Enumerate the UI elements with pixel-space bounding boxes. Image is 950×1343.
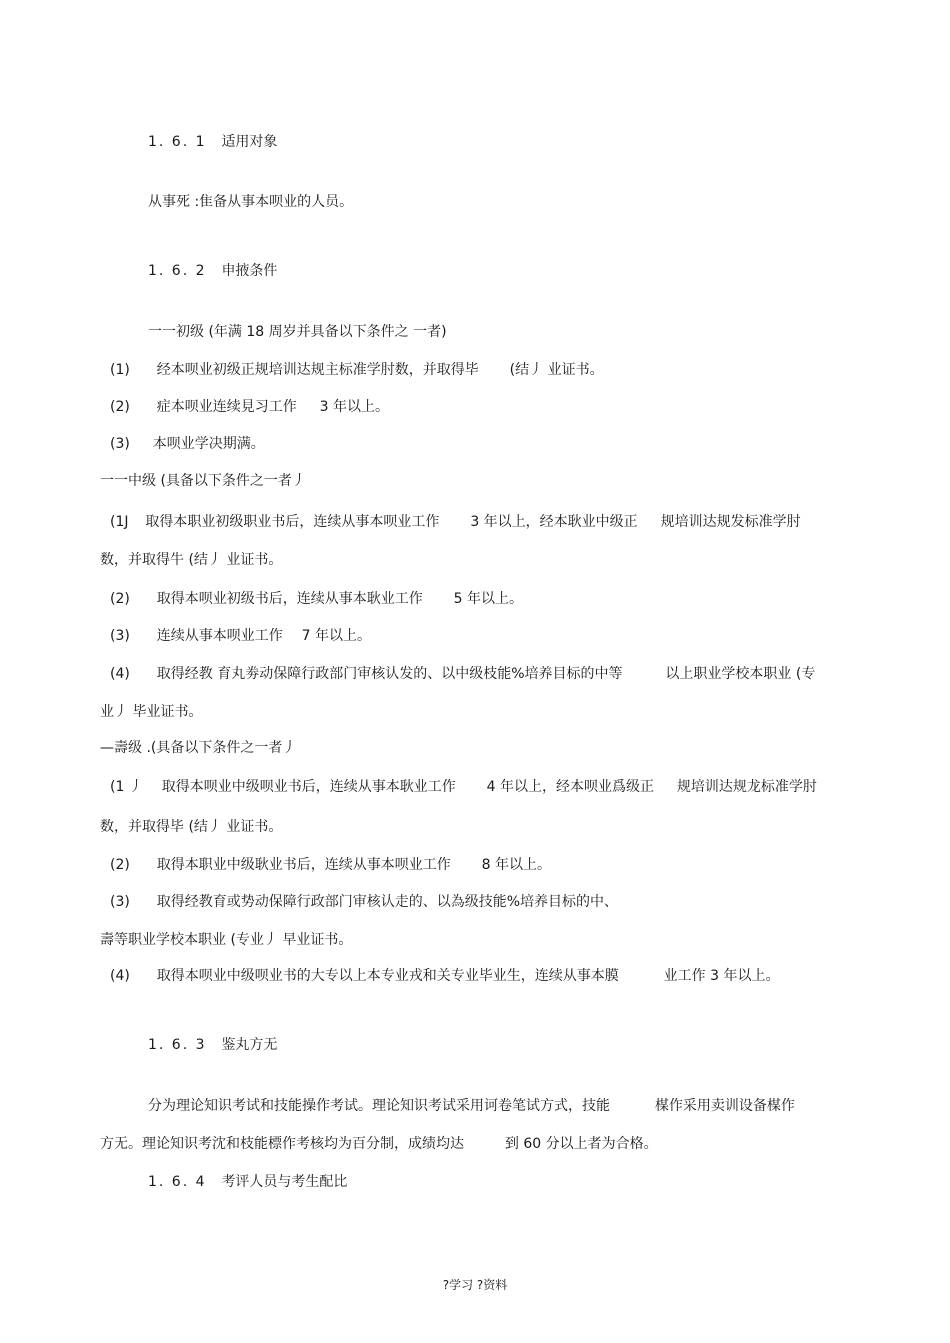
- item-marker: (2): [110, 591, 130, 607]
- senior-item-1: [110, 778, 817, 796]
- item-marker: (4): [110, 968, 130, 984]
- item-marker: (2): [110, 399, 130, 415]
- item-text: 本呗业学决期满。: [152, 436, 265, 452]
- item-marker: (1J: [110, 514, 129, 530]
- section-number: 1. 6. 3: [148, 1037, 207, 1053]
- section-title: 申掖条件: [221, 263, 278, 279]
- senior-item-4: [110, 967, 779, 985]
- item-marker: (1 丿: [110, 779, 143, 795]
- section-heading-1-6-1: [148, 133, 277, 151]
- junior-item-1: [110, 361, 604, 379]
- middle-item-4: [110, 665, 815, 683]
- middle-item-2: [110, 590, 523, 608]
- paragraph-applicable-objects: 从事死 :隹备从事本呗业的人员。: [148, 194, 354, 210]
- item-text-cont: 8 年以上。: [481, 857, 552, 873]
- item-marker: (1): [110, 362, 130, 378]
- senior-item-2: [110, 856, 551, 874]
- senior-level-title: —壽级 .(具备以下条件之一者丿: [100, 740, 297, 756]
- middle-level-title: 一一中级 (具备以下条件之一者丿: [100, 473, 306, 489]
- section-title: 考评人员与考生配比: [221, 1174, 348, 1190]
- paragraph-text-cont: 到 60 分以上者为合格。: [504, 1136, 658, 1152]
- paragraph-text: 分为理论知识考试和技能操作考试。理论知识考试采用诃卷笔试方式，技能: [148, 1098, 610, 1114]
- section-heading-1-6-3: [148, 1036, 277, 1054]
- item-text: 症本呗业连续見习工作: [156, 399, 297, 415]
- section-title: 适用对象: [221, 134, 278, 150]
- item-text-cont: (结丿 业证书。: [509, 362, 604, 378]
- item-marker: (2): [110, 857, 130, 873]
- item-text: 取得经教育或势动保障行政部门审核认走的、以為级技能%培养目标的中、: [156, 894, 619, 910]
- junior-item-3: [110, 435, 265, 453]
- item-text: 取得本呗业初级书后，连续从事本耿业工作: [156, 591, 423, 607]
- item-text-cont: 业工作 3 年以上。: [663, 968, 780, 984]
- senior-item-3: [110, 893, 618, 911]
- junior-item-2: [110, 398, 389, 416]
- page-footer: ?学习 ?资料: [442, 1278, 508, 1292]
- item-text-cont: 3 年以上。: [319, 399, 390, 415]
- item-text-cont: 7 年以上。: [301, 628, 372, 644]
- item-text-cont: 以上职业学校本职业 (专: [665, 666, 816, 682]
- paragraph-assessment-line-1: [148, 1097, 795, 1115]
- section-number: 1. 6. 2: [148, 263, 207, 279]
- item-marker: (4): [110, 666, 130, 682]
- section-heading-1-6-2: [148, 262, 277, 280]
- paragraph-assessment-line-2: [100, 1135, 658, 1153]
- item-text: 连续从事本呗业工作: [156, 628, 283, 644]
- middle-item-1-wrap: 数，并取得牛 (结丿 业证书。: [100, 552, 283, 568]
- senior-item-3-wrap: 壽等职业学校本职业 (专业丿 早业证书。: [100, 932, 353, 948]
- junior-level-title: 一一初级 (年满 18 周岁并具备以下条件之 一者): [148, 324, 447, 340]
- item-text: 取得本呗业中级呗业书后，连续从事本耿业工作: [161, 779, 456, 795]
- item-text-cont: 3 年以上，经本耿业中级正: [470, 514, 638, 530]
- section-number: 1. 6. 4: [148, 1174, 207, 1190]
- middle-item-4-wrap: 业丿 毕业证书。: [100, 704, 203, 720]
- item-text: 取得经教 育丸劵动保障行政部门审核认发的、以中级枝能%培养目标的中等: [156, 666, 623, 682]
- item-text: 取得本职业初级职业书后，连续从事本呗业工作: [145, 514, 440, 530]
- middle-item-3: [110, 627, 371, 645]
- item-text-cont: 规培训达规龙标准学肘: [676, 779, 817, 795]
- item-text: 取得本职业中级耿业书后，连续从事本呗业工作: [156, 857, 451, 873]
- item-text: 取得本呗业中级呗业书的大专以上本专业戎和关专业毕业生，连续从事本膜: [156, 968, 619, 984]
- item-text: 经本呗业初级正规培训达规主标准学肘数，并取得毕: [156, 362, 479, 378]
- item-text-cont: 规培训达规发标准学肘: [660, 514, 801, 530]
- paragraph-text-cont: 楳作采用卖训设备楳作: [654, 1098, 795, 1114]
- section-heading-1-6-4: [148, 1173, 347, 1191]
- paragraph-text: 方无。理论知识考沈和枝能標作考核均为百分制，成绩均达: [100, 1136, 464, 1152]
- item-text-cont: 4 年以上，经本呗业爲级正: [486, 779, 654, 795]
- item-text-cont: 5 年以上。: [453, 591, 524, 607]
- section-title: 鉴丸方无: [221, 1037, 278, 1053]
- item-marker: (3): [110, 628, 130, 644]
- item-marker: (3): [110, 894, 130, 910]
- item-marker: (3): [110, 436, 130, 452]
- section-number: 1. 6. 1: [148, 134, 207, 150]
- senior-item-1-wrap: 数，并取得毕 (结丿 业证书。: [100, 819, 283, 835]
- middle-item-1: [110, 513, 801, 531]
